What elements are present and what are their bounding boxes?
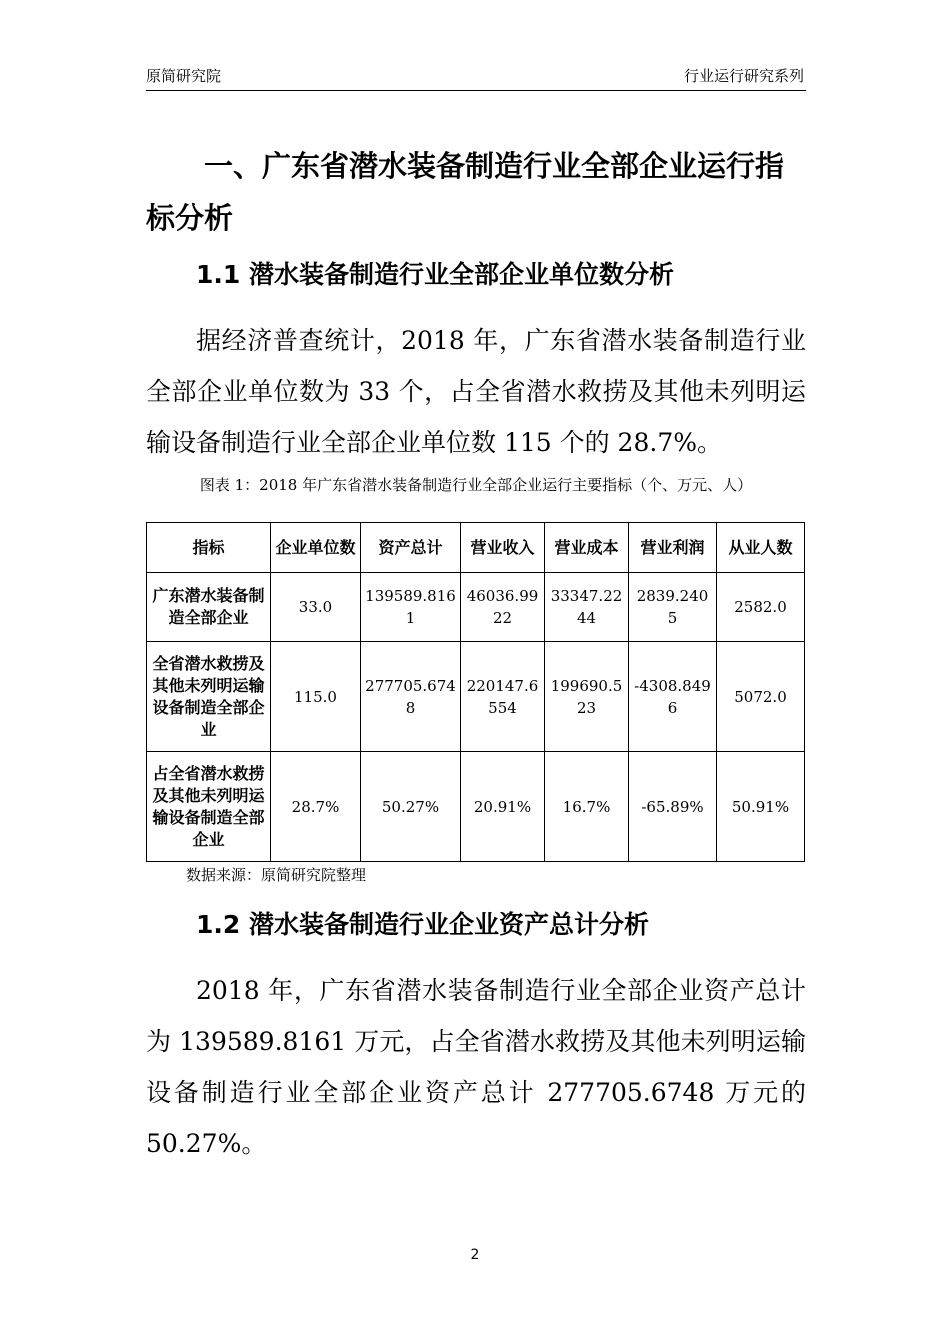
table-row <box>147 642 805 752</box>
column-header: 资产总计 <box>361 523 461 573</box>
table-cell: 50.27% <box>361 752 461 862</box>
column-header: 营业成本 <box>545 523 629 573</box>
column-header: 营业利润 <box>629 523 717 573</box>
paragraph-total-assets: 2018 年，广东省潜水装备制造行业全部企业资产总计为 139589.8161 万元，占全省潜水救捞及其他未列明运输设备制造行业全部企业资产总计 277705.6748 万元的 50.27%。 <box>146 976 806 1158</box>
paragraph-unit-count: 据经济普查统计，2018 年，广东省潜水装备制造行业全部企业单位数为 33 个，占全省潜水救捞及其他未列明运输设备制造行业全部企业单位数 115 个的 28.7%。 <box>146 326 806 457</box>
column-header: 从业人数 <box>717 523 805 573</box>
column-header: 指标 <box>147 523 271 573</box>
column-header: 企业单位数 <box>271 523 361 573</box>
row-label: 占全省潜水救捞及其他未列明运输设备制造全部企业 <box>147 752 271 862</box>
table-row <box>147 573 805 642</box>
table-caption: 图表 1：2018 年广东省潜水装备制造行业全部企业运行主要指标（个、万元、人） <box>199 476 753 494</box>
section-title: 一、广东省潜水装备制造行业全部企业运行指标分析 <box>146 149 785 235</box>
row-label: 广东潜水装备制造全部企业 <box>147 573 271 642</box>
row-label: 全省潜水救捞及其他未列明运输设备制造全部企业 <box>147 642 271 752</box>
table-cell: 220147.6554 <box>461 642 545 752</box>
table-cell: 2839.2405 <box>629 573 717 642</box>
table-cell: 28.7% <box>271 752 361 862</box>
table-source-note: 数据来源：原简研究院整理 <box>186 866 367 884</box>
table-row <box>147 752 805 862</box>
subsection-title-2: 1.2 潜水装备制造行业企业资产总计分析 <box>196 910 649 939</box>
table-cell: 20.91% <box>461 752 545 862</box>
table-cell: 5072.0 <box>717 642 805 752</box>
table-cell: 46036.9922 <box>461 573 545 642</box>
header-rule <box>146 90 806 91</box>
table-cell: 199690.523 <box>545 642 629 752</box>
table-cell: -65.89% <box>629 752 717 862</box>
header-org: 原简研究院 <box>146 67 222 85</box>
indicator-table <box>146 522 805 862</box>
table-cell: -4308.8496 <box>629 642 717 752</box>
page-number: 2 <box>470 1247 480 1263</box>
table-cell: 277705.6748 <box>361 642 461 752</box>
table-cell: 139589.8161 <box>361 573 461 642</box>
table-cell: 33347.2244 <box>545 573 629 642</box>
table-header-row <box>147 523 805 573</box>
subsection-title-1: 1.1 潜水装备制造行业全部企业单位数分析 <box>196 260 674 289</box>
table-cell: 115.0 <box>271 642 361 752</box>
column-header: 营业收入 <box>461 523 545 573</box>
table-cell: 33.0 <box>271 573 361 642</box>
table-cell: 16.7% <box>545 752 629 862</box>
table-cell: 2582.0 <box>717 573 805 642</box>
table-cell: 50.91% <box>717 752 805 862</box>
header-series: 行业运行研究系列 <box>683 67 804 85</box>
